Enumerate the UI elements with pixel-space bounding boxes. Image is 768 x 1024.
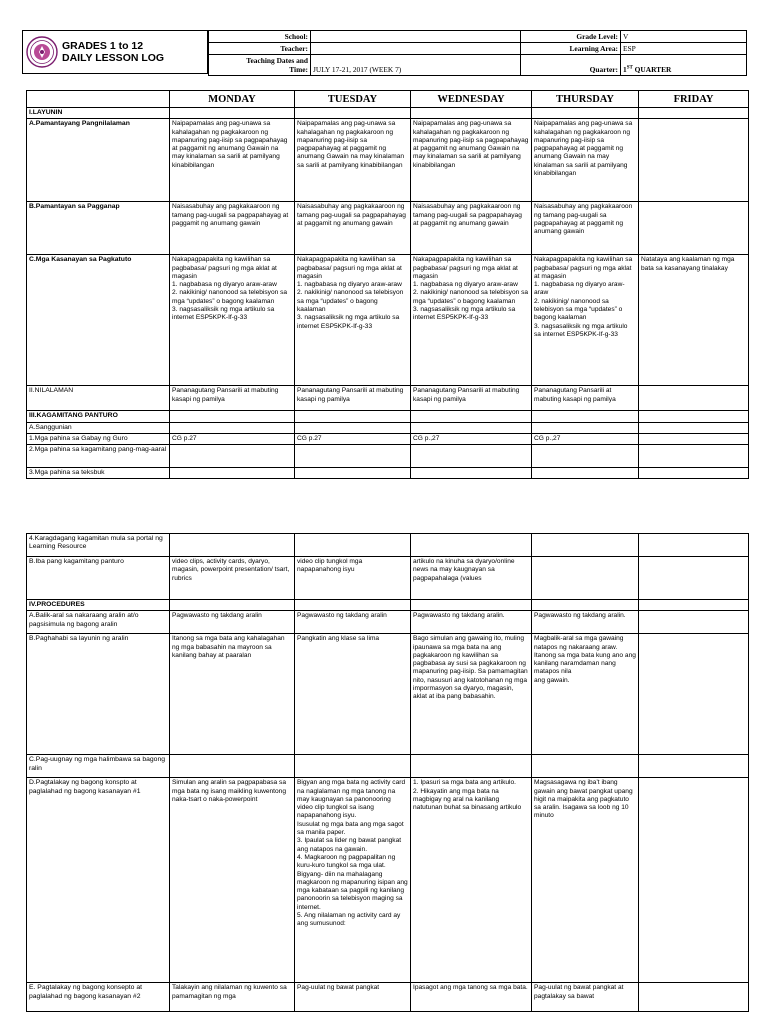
day-cell: Pag-uulat ng bawat pangkat at pagtalakay sa bawat [532, 983, 639, 1012]
day-cell [170, 108, 295, 119]
quarter-label: Quarter: [521, 55, 621, 76]
day-cell: Naisasabuhay ang pagkakaaroon ng tamang pag-uugali sa pagpapahayag at paggamit ng anumang gawain [170, 202, 295, 255]
learning-area-value: ESP [621, 43, 747, 55]
quarter-suffix: ST [626, 65, 633, 71]
table-row [27, 557, 749, 600]
day-cell [411, 534, 532, 557]
row-label: I.LAYUNIN [27, 108, 170, 119]
day-cell [170, 468, 295, 479]
table-row [27, 755, 749, 778]
day-cell: Pagwawasto ng takdang aralin [170, 611, 295, 634]
day-header-blank [27, 91, 170, 108]
day-cell [639, 422, 749, 433]
day-cell: video clip tungkol mga napapanahong isyu [295, 557, 411, 600]
row-label: B.Iba pang kagamitang panturo [27, 557, 170, 600]
day-cell [532, 422, 639, 433]
day-header: MONDAY [170, 91, 295, 108]
dates-label [209, 55, 311, 76]
table-row [27, 600, 749, 611]
day-cell: CG p.,27 [532, 433, 639, 444]
day-cell [170, 445, 295, 468]
dates-value: JULY 17-21, 2017 (WEEK 7) [311, 55, 521, 76]
day-cell: 1. Ipasuri sa mga bata ang artikulo. 2. Hikayatin ang mga bata na magbigay ng aral na kanilang natutunan buhat sa binasang artikulo [411, 778, 532, 983]
day-cell: CG p.27 [170, 433, 295, 444]
day-cell [639, 433, 749, 444]
day-cell: video clips, activity cards, dyaryo, magasin, powerpoint presentation/ tsart, rubrics [170, 557, 295, 600]
day-cell: Pagwawasto ng takdang aralin [295, 611, 411, 634]
grade-level-value: V [621, 31, 747, 43]
day-cell [639, 534, 749, 557]
day-cell [639, 755, 749, 778]
day-cell [295, 108, 411, 119]
school-value [311, 31, 521, 43]
day-cell: CG p.,27 [411, 433, 532, 444]
day-cell [532, 411, 639, 422]
grade-level-label: Grade Level: [521, 31, 621, 43]
row-label: 3.Mga pahina sa teksbuk [27, 468, 170, 479]
day-cell: Pananagutang Pansarili at mabuting kasapi ng pamilya [411, 386, 532, 411]
day-cell [295, 468, 411, 479]
day-cell [639, 411, 749, 422]
table-row [27, 255, 749, 386]
day-cell [639, 611, 749, 634]
row-label: III.KAGAMITANG PANTURO [27, 411, 170, 422]
day-header: TUESDAY [295, 91, 411, 108]
teacher-value [311, 43, 521, 55]
day-cell: Simulan ang aralin sa pagpapabasa sa mga bata ng isang maikling kuwentong naka-tsart o naka-powerpoint [170, 778, 295, 983]
dates-label-line-2: Time: [289, 65, 308, 74]
day-cell [639, 634, 749, 755]
day-cell [170, 600, 295, 611]
day-cell [639, 108, 749, 119]
day-cell: Naipapamalas ang pag-unawa sa kahalagahan ng pagkakaroon ng mapanuring pag-iisip sa pagpapahayag at paggamit ng anumang Gawain na may kinalaman sa sarili at pamilyang kinabibilangan [411, 119, 532, 202]
day-cell: Natataya ang kaalaman ng mga bata sa kasanayang tinalakay [639, 255, 749, 386]
day-cell [295, 600, 411, 611]
row-label: C.Mga Kasanayan sa Pagkatuto [27, 255, 170, 386]
quarter-word: QUARTER [632, 65, 672, 74]
day-cell [295, 411, 411, 422]
table-row [27, 778, 749, 983]
day-cell [639, 445, 749, 468]
day-cell: Magbalik-aral sa mga gawaing natapos ng nakaraang araw. Itanong sa mga bata kung ano ang kanilang naramdaman nang matapos nila ang gawain. [532, 634, 639, 755]
day-cell: Nakapagpapakita ng kawilihan sa pagbabasa/ pagsuri ng mga aklat at magasin 1. nagbabasa ng diyaryo araw-araw 2. nakikinig/ nanonood sa telebisyon sa mga “updates” o bagong kaalaman 3. nagsasaliksik ng mga artikulo sa internet ESP5KPK-If-g-33 [295, 255, 411, 386]
quarter-value [621, 55, 747, 76]
day-cell [295, 534, 411, 557]
day-cell: artikulo na kinuha sa dyaryo/online news na may kaugnayan sa pagpapahalaga (values [411, 557, 532, 600]
day-cell [639, 778, 749, 983]
day-cell [639, 557, 749, 600]
row-label: B.Pamantayan sa Pagganap [27, 202, 170, 255]
row-label: 2.Mga pahina sa kagamitang pang-mag-aaral [27, 445, 170, 468]
day-cell: Naipapamalas ang pag-unawa sa kahalagahan ng pagkakaroon ng mapanuring pag-iisip sa pagpapahayag at paggamit ng anumang Gawain na may kinalaman sa sarili at pamilyang kinabibilangan [295, 119, 411, 202]
day-cell [532, 445, 639, 468]
title-box [22, 30, 208, 74]
table-row [27, 611, 749, 634]
day-cell: Magsasagawa ng iba’t ibang gawain ang bawat pangkat upang higit na maipakita ang pagkatuto sa aralin. Isagawa sa loob ng 10 minuto [532, 778, 639, 983]
day-cell [411, 422, 532, 433]
day-cell: Pananagutang Pansarili at mabuting kasapi ng pamilya [295, 386, 411, 411]
day-cell [639, 202, 749, 255]
day-cell: CG p.27 [295, 433, 411, 444]
day-cell: Bigyan ang mga bata ng activity card na naglalaman ng mga tanong na may kaugnayan sa panonooring video clip tungkol sa isang napapanahong isyu. Isusulat ng mga bata ang mga sagot sa manila paper. 3. Ipaulat sa lider ng bawat pangkat ang natapos na gawain. 4. Magkaroon ng pagpapalitan ng kuru-kuro tungkol sa mga ulat. Bigyang- diin na mahalagang magkaroon ng mapanuring isipan ang mga kabataan sa pagpili ng kanilang panonoorin sa telebisyon maging sa internet. 5. Ang nilalaman ng activity card ay ang sumusunod: [295, 778, 411, 983]
day-cell [295, 422, 411, 433]
row-label: IV.PROCEDURES [27, 600, 170, 611]
day-cell [532, 108, 639, 119]
day-cell: Ipasagot ang mga tanong sa mga bata. [411, 983, 532, 1012]
teacher-label: Teacher: [209, 43, 311, 55]
day-cell [532, 600, 639, 611]
lesson-table-1 [26, 90, 749, 479]
day-cell [639, 600, 749, 611]
day-cell: Naisasabuhay ang pagkakaaroon ng tamang pag-uugali sa pagpapahayag at paggamit ng anumang gawain [532, 202, 639, 255]
day-cell: Naipapamalas ang pag-unawa sa kahalagahan ng pagkakaroon ng mapanuring pag-iisip sa pagpapahayag at paggamit ng anumang Gawain na may kinalaman sa sarili at pamilyang kinabibilangan [532, 119, 639, 202]
table-row [27, 411, 749, 422]
learning-area-label: Learning Area: [521, 43, 621, 55]
title-line-1: GRADES 1 to 12 [62, 40, 144, 52]
day-cell: Pangkatin ang klase sa lima [295, 634, 411, 755]
table-row [27, 119, 749, 202]
row-label: B.Paghahabi sa layunin ng aralin [27, 634, 170, 755]
row-label: A.Balik-aral sa nakaraang aralin at/o pagsisimula ng bagong aralin [27, 611, 170, 634]
row-label: C.Pag-uugnay ng mga halimbawa sa bagong ralin [27, 755, 170, 778]
day-header: WEDNESDAY [411, 91, 532, 108]
day-cell [639, 386, 749, 411]
day-cell: Naisasabuhay ang pagkakaaroon ng tamang pag-uugali sa pagpapahayag at paggamit ng anumang gawain [295, 202, 411, 255]
table-row [27, 433, 749, 444]
day-header-row [27, 91, 749, 108]
day-cell [170, 534, 295, 557]
day-cell [295, 755, 411, 778]
day-cell [170, 422, 295, 433]
day-cell [411, 468, 532, 479]
day-cell [532, 557, 639, 600]
day-cell: Pagwawasto ng takdang aralin. [411, 611, 532, 634]
day-cell: Itanong sa mga bata ang kahalagahan ng mga babasahin na mayroon sa kanilang bahay at paaralan [170, 634, 295, 755]
day-cell: Naipapamalas ang pag-unawa sa kahalagahan ng pagkakaroon ng mapanuring pag-iisip sa pagpapahayag at paggamit ng anumang Gawain na may kinalaman sa sarili at pamilyang kinabibilangan [170, 119, 295, 202]
day-cell [411, 411, 532, 422]
row-label: II.NILALAMAN [27, 386, 170, 411]
day-cell: Nakapagpapakita ng kawilihan sa pagbabasa/ pagsuri ng mga aklat at magasin 1. nagbabasa ng diyaryo araw- araw 2. nakikinig/ nanonood sa telebisyon sa mga “updates” o bagong kaalaman 3. nagsasaliksik ng mga artikulo sa internet ESP5KPK-If-g-33 [532, 255, 639, 386]
day-cell [411, 445, 532, 468]
table-row [27, 534, 749, 557]
day-cell [411, 600, 532, 611]
table-row [27, 386, 749, 411]
row-label: D.Pagtalakay ng bagong konspto at paglalahad ng bagong kasanayan #1 [27, 778, 170, 983]
row-label: A.Sanggunian [27, 422, 170, 433]
row-label: E. Pagtalakay ng bagong konsepto at paglalahad ng bagong kasanayan #2 [27, 983, 170, 1012]
row-label: 4.Karagdagang kagamitan mula sa portal ng Learning Resource [27, 534, 170, 557]
day-cell [295, 445, 411, 468]
deped-seal-icon [26, 36, 58, 68]
day-cell: Pagwawasto ng takdang aralin. [532, 611, 639, 634]
day-cell: Nakapagpapakita ng kawilihan sa pagbabasa/ pagsuri ng mga aklat at magasin 1. nagbabasa ng diyaryo araw-araw 2. nakikinig/ nanonood sa telebisyon sa mga “updates” o bagong kaalaman 3. nagsasaliksik ng mga artikulo sa internet ESP5KPK-If-g-33 [411, 255, 532, 386]
table-row [27, 634, 749, 755]
day-header: THURSDAY [532, 91, 639, 108]
day-cell [170, 755, 295, 778]
title-line-2: DAILY LESSON LOG [62, 52, 165, 64]
dates-label-line-1: Teaching Dates and [246, 56, 308, 65]
day-cell: Talakayin ang nilalaman ng kuwento sa pamamagitan ng mga [170, 983, 295, 1012]
day-cell [639, 983, 749, 1012]
day-cell [532, 468, 639, 479]
day-header: FRIDAY [639, 91, 749, 108]
day-cell: Nakapagpapakita ng kawilihan sa pagbabasa/ pagsuri ng mga aklat at magasin 1. nagbabasa ng diyaryo araw-araw 2. nakikinig/ nanonood sa telebisyon sa mga “updates” o bagong kaalaman 3. nagsasaliksik ng mga artikulo sa internet ESP5KPK-If-g-33 [170, 255, 295, 386]
day-cell [639, 468, 749, 479]
table-row [27, 445, 749, 468]
table-row [27, 202, 749, 255]
row-label: A.Pamantayang Pangnilalaman [27, 119, 170, 202]
day-cell: Bago simulan ang gawaing ito, muling ipaunawa sa mga bata na ang pagkakaroon ng kawilihan sa pagbabasa ay susi sa pagkakaroon ng mapanuring pag-iisip. Sa pamamagitan nito, nasusuri ang katotohanan ng mga impormasyon sa dyaryo, magasin, aklat at iba pang babasahin. [411, 634, 532, 755]
day-cell [532, 755, 639, 778]
table-row [27, 983, 749, 1012]
table-row [27, 468, 749, 479]
day-cell: Naisasabuhay ang pagkakaaroon ng tamang pag-uugali sa pagpapahayag at paggamit ng anumang gawain [411, 202, 532, 255]
day-cell [170, 411, 295, 422]
table-row [27, 422, 749, 433]
day-cell: Pananagutang Pansarili at mabuting kasapi ng pamilya [532, 386, 639, 411]
school-label: School: [209, 31, 311, 43]
day-cell [639, 119, 749, 202]
table-row [27, 108, 749, 119]
info-table [208, 30, 747, 76]
quarter-number: 1 [623, 65, 627, 74]
day-cell [411, 755, 532, 778]
day-cell: Pag-uulat ng bawat pangkat [295, 983, 411, 1012]
day-cell [532, 534, 639, 557]
day-cell: Pananagutang Pansarili at mabuting kasapi ng pamilya [170, 386, 295, 411]
day-cell [411, 108, 532, 119]
lesson-table-2 [26, 533, 749, 1012]
row-label: 1.Mga pahina sa Gabay ng Guro [27, 433, 170, 444]
